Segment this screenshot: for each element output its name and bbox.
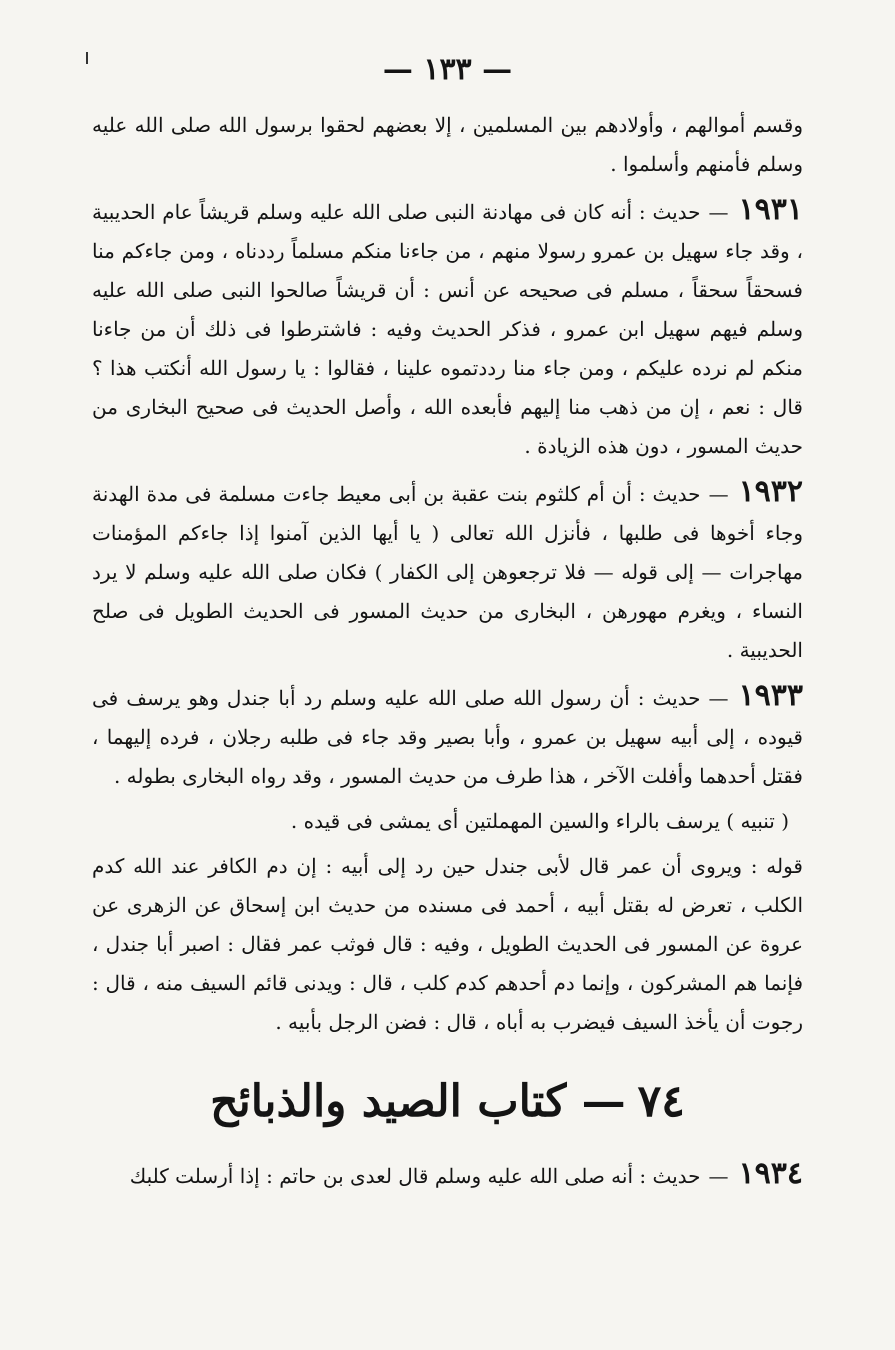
page-body <box>92 106 803 1042</box>
dash: — <box>708 1164 729 1188</box>
chapter-title: كتاب الصيد والذبائح <box>210 1076 567 1127</box>
hadith-1931 <box>92 190 803 466</box>
hadith-text: حديث : أن أم كلثوم بنت عقبة بن أبى معيط جاءت مسلمة فى مدة الهدنة وجاء أخوها فى طلبها ، فأنزل الله تعالى ( يا أيها الذين آمنوا إذا جاءكم المؤمنات مهاجرات — إلى قوله — فلا ترجعوهن إلى الكفار ) فكان صلى الله عليه وسلم لا يرد النساء ، ويغرم مهورهن ، البخارى من حديث المسور فى الحديث الطويل فى صلح الحديبية . <box>92 482 803 662</box>
hadith-number: ١٩٣٤ <box>738 1156 803 1191</box>
chapter-heading <box>92 1072 803 1132</box>
hadith-text: حديث : أنه كان فى مهادنة النبى صلى الله عليه وسلم قريشاً عام الحديبية ، وقد جاء سهيل بن عمرو رسولا منهم ، من جاءنا منكم مسلماً رددناه ، ومن جاءكم منا فسحقاً سحقاً ، مسلم فى صحيحه عن أنس : أن قريشاً صالحوا النبى صلى الله عليه وسلم فيهم سهيل ابن عمرو ، فذكر الحديث وفيه : فاشترطوا فى ذلك أن من جاءنا منكم لم نرده عليكم ، ومن جاء منا رددتموه علينا ، فقالوا : يا رسول الله أنكتب هذا ؟ قال : نعم ، إن من ذهب منا إليهم فأبعده الله ، وأصل الحديث فى صحيح البخارى من حديث المسور ، دون هذه الزيادة . <box>92 200 804 458</box>
hadith-number: ١٩٣١ <box>738 192 803 227</box>
dash: — <box>708 200 729 224</box>
hadith-number: ١٩٣٣ <box>738 678 803 713</box>
hadith-text: حديث : أن رسول الله صلى الله عليه وسلم رد أبا جندل وهو يرسف فى قيوده ، إلى أبيه سهيل بن عمرو ، وأبا بصير وقد جاء فى طلبه رجلان ، فرده إليهما ، فقتل أحدهما وأفلت الآخر ، هذا طرف من حديث المسور ، وقد رواه البخارى بطوله . <box>92 686 803 788</box>
hadith-1934 <box>92 1154 803 1196</box>
page-number: — ١٣٣ — <box>382 52 513 87</box>
hadith-1933 <box>92 676 803 796</box>
hadith-1932 <box>92 472 803 670</box>
hadith-number: ١٩٣٢ <box>738 474 804 509</box>
tanbih-note: ( تنبيه ) يرسف بالراء والسين المهملتين أى يمشى فى قيده . <box>290 809 789 833</box>
margin-mark <box>86 52 88 64</box>
intro-paragraph: وقسم أموالهم ، وأولادهم بين المسلمين ، إلا بعضهم لحقوا برسول الله صلى الله عليه وسلم فأمنهم وأسلموا . <box>92 113 803 176</box>
page-body-continued <box>92 1154 803 1196</box>
dash: — <box>708 686 729 710</box>
dash: — <box>708 482 729 506</box>
chapter-dash: — <box>581 1076 626 1127</box>
hadith-text: حديث : أنه صلى الله عليه وسلم قال لعدى بن حاتم : إذا أرسلت كلبك <box>129 1164 701 1188</box>
chapter-number: ٧٤ <box>637 1076 685 1127</box>
qawluhu-paragraph: قوله : ويروى أن عمر قال لأبى جندل حين رد إلى أبيه : إن دم الكافر عند الله كدم الكلب ، تعرض له بقتل أبيه ، أحمد فى مسنده من حديث ابن إسحاق عن الزهرى عن عروة عن المسور فى الحديث الطويل ، وفيه : قال فوثب عمر فقال : اصبر أبا جندل ، فإنما هم المشركون ، وإنما دم أحدهم كدم كلب ، قال : ويدنى قائم السيف منه ، قال : رجوت أن يأخذ السيف فيضرب به أباه ، قال : فضن الرجل بأبيه . <box>92 854 803 1034</box>
